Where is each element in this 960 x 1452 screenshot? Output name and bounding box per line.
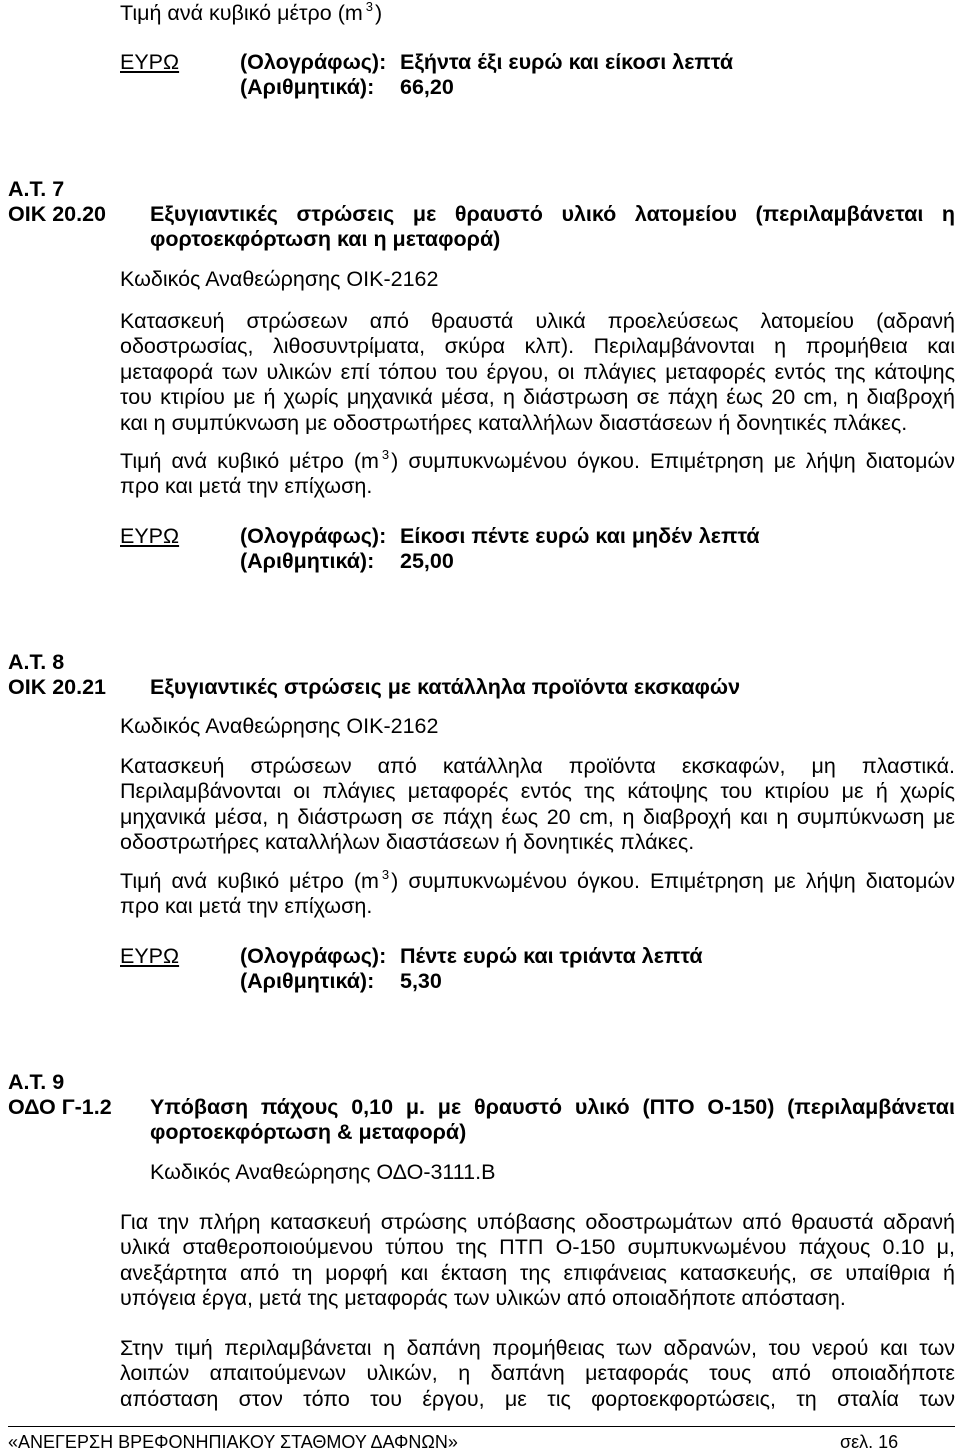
price-block bbox=[120, 524, 955, 575]
description-line: Κατασκευή στρώσεων από θραυστά υλικά προελεύσεως λατομείου (αδρανή bbox=[120, 309, 955, 333]
description-line: μηχανικά μέσα, η διάστρωση σε πάχη έως 20 cm, η διαβροχή και η συμπύκνωση με bbox=[120, 804, 955, 829]
price-block bbox=[120, 50, 955, 101]
price-numeric-row bbox=[120, 549, 955, 574]
unit-line bbox=[120, 446, 956, 474]
unit-text: Τιμή ανά κυβικό μέτρο (m bbox=[120, 869, 379, 893]
unit-line bbox=[120, 866, 956, 894]
unit-text: Τιμή ανά κυβικό μέτρο (m bbox=[120, 1, 363, 25]
price-numeric-value: 66,20 bbox=[400, 75, 454, 100]
description-line: λοιπών απαιτούμενων υλικών, η δαπάνη μεταφοράς τους από οποιαδήποτε bbox=[120, 1361, 955, 1386]
unit-superscript: 3 bbox=[381, 866, 390, 882]
item-code: ΟΙΚ 20.20 bbox=[8, 202, 106, 226]
unit-line: προ και μετά την επίχωση. bbox=[120, 474, 373, 499]
unit-text-end: ) συμπυκνωμένου όγκου. Επιμέτρηση με λήψη διατομών bbox=[391, 449, 956, 473]
price-words-label: (Ολογράφως): bbox=[240, 524, 387, 548]
unit-of-measure bbox=[120, 866, 956, 920]
item-number: Α.Τ. 9 bbox=[8, 1070, 65, 1094]
unit-superscript: 3 bbox=[365, 0, 374, 14]
revision-code: Κωδικός Αναθεώρησης ΟΙΚ-2162 bbox=[120, 714, 439, 738]
price-words-value: Είκοσι πέντε ευρώ και μηδέν λεπτά bbox=[400, 524, 760, 548]
unit-line: προ και μετά την επίχωση. bbox=[120, 894, 373, 919]
unit-of-measure bbox=[120, 1, 382, 26]
description-line: ανεξάρτητα από τη μορφή και έκταση της επιφάνειας κατασκευής, σε υπαίθρια ή bbox=[120, 1260, 955, 1285]
item-code: ΟΔΟ Γ-1.2 bbox=[8, 1095, 112, 1119]
footer-project-title: «ΑΝΕΓΕΡΣΗ ΒΡΕΦΟΝΗΠΙΑΚΟΥ ΣΤΑΘΜΟΥ ΔΑΦΝΩΝ» bbox=[8, 1432, 458, 1452]
item-title-line: Υπόβαση πάχους 0,10 μ. με θραυστό υλικό (ΠΤΟ Ο-150) (περιλαμβάνεται bbox=[150, 1095, 955, 1119]
price-numeric-label: (Αριθμητικά): bbox=[240, 969, 375, 994]
unit-of-measure bbox=[120, 446, 956, 500]
description-line: του κτιρίου με ή χωρίς μηχανικά μέσα, η διάστρωση σε πάχη έως 20 cm, η διαβροχή bbox=[120, 385, 955, 410]
price-numeric-value: 5,30 bbox=[400, 969, 442, 994]
item-title bbox=[150, 202, 955, 253]
currency-label: ΕΥΡΩ bbox=[120, 50, 180, 74]
revision-code: Κωδικός Αναθεώρησης ΟΔΟ-3111.Β bbox=[150, 1160, 496, 1184]
description-line: υλικά σταθεροποιούμενου τύπου της ΠΤΠ Ο-150 συμπυκνωμένου πάχους 0.10 μ, bbox=[120, 1235, 955, 1260]
description-line: οδοστρωσίας, λιθοσυντρίματα, σκύρα κλπ). Περιλαμβάνονται η προμήθεια και bbox=[120, 334, 955, 359]
revision-code: Κωδικός Αναθεώρησης ΟΙΚ-2162 bbox=[120, 267, 439, 291]
unit-text-end: ) bbox=[375, 1, 383, 25]
description-line: οδοστρωτήρες καταλλήλων διαστάσεων ή δονητικές πλάκες. bbox=[120, 830, 695, 855]
item-description bbox=[120, 1336, 955, 1412]
item-title bbox=[150, 675, 955, 700]
item-title bbox=[150, 1095, 955, 1146]
price-words-label: (Ολογράφως): bbox=[240, 50, 387, 74]
currency-label: ΕΥΡΩ bbox=[120, 944, 180, 968]
price-words-row bbox=[120, 50, 955, 75]
price-numeric-row bbox=[120, 969, 955, 994]
price-words-row bbox=[120, 524, 955, 549]
item-title-line: φορτοεκφόρτωση και η μεταφορά) bbox=[150, 227, 501, 252]
description-line: Στην τιμή περιλαμβάνεται η δαπάνη προμήθειας των αδρανών, του νερού και των bbox=[120, 1336, 955, 1360]
footer-divider bbox=[8, 1426, 955, 1427]
price-words-value: Εξήντα έξι ευρώ και είκοσι λεπτά bbox=[400, 50, 734, 74]
item-title-line: φορτοεκφόρτωση & μεταφορά) bbox=[150, 1120, 467, 1145]
item-description bbox=[120, 754, 955, 856]
footer-page-number: σελ. 16 bbox=[840, 1432, 899, 1452]
item-code: ΟΙΚ 20.21 bbox=[8, 675, 106, 699]
unit-superscript: 3 bbox=[381, 446, 390, 462]
price-words-value: Πέντε ευρώ και τριάντα λεπτά bbox=[400, 944, 703, 968]
item-number: Α.Τ. 8 bbox=[8, 650, 65, 674]
description-line: Περιλαμβάνονται οι πλάγιες μεταφορές εντός της κάτοψης του κτιρίου με ή χωρίς bbox=[120, 779, 955, 804]
description-line: μεταφορά των υλικών επί τόπου του έργου, οι πλάγιες μεταφορές εντός της κάτοψης bbox=[120, 359, 955, 384]
unit-text-end: ) συμπυκνωμένου όγκου. Επιμέτρηση με λήψη διατομών bbox=[391, 869, 956, 893]
item-title-line: Εξυγιαντικές στρώσεις με κατάλληλα προϊόντα εκσκαφών bbox=[150, 675, 741, 699]
price-words-row bbox=[120, 944, 955, 969]
description-line: απόσταση στον τόπο του έργου, με τις φορτοεκφορτώσεις, τη σταλία των bbox=[120, 1386, 955, 1411]
item-title-line: Εξυγιαντικές στρώσεις με θραυστό υλικό λατομείου (περιλαμβάνεται η bbox=[150, 202, 955, 226]
price-block bbox=[120, 944, 955, 995]
description-line: Για την πλήρη κατασκευή στρώσης υπόβασης οδοστρωμάτων από θραυστά αδρανή bbox=[120, 1210, 955, 1234]
description-line: και η συμπύκνωση με οδοστρωτήρες καταλλήλων διαστάσεων ή δονητικές πλάκες. bbox=[120, 410, 908, 435]
price-numeric-row bbox=[120, 75, 955, 100]
currency-label: ΕΥΡΩ bbox=[120, 524, 180, 548]
price-words-label: (Ολογράφως): bbox=[240, 944, 387, 968]
price-numeric-value: 25,00 bbox=[400, 549, 454, 574]
price-numeric-label: (Αριθμητικά): bbox=[240, 75, 375, 100]
description-line: Κατασκευή στρώσεων από κατάλληλα προϊόντα εκσκαφών, μη πλαστικά. bbox=[120, 754, 955, 778]
item-description bbox=[120, 1210, 955, 1312]
item-description bbox=[120, 309, 955, 436]
price-numeric-label: (Αριθμητικά): bbox=[240, 549, 375, 574]
item-number: Α.Τ. 7 bbox=[8, 177, 65, 201]
unit-text: Τιμή ανά κυβικό μέτρο (m bbox=[120, 449, 379, 473]
description-line: υπόγεια έργα, μετά της μεταφοράς των υλικών από οποιαδήποτε απόσταση. bbox=[120, 1286, 846, 1311]
